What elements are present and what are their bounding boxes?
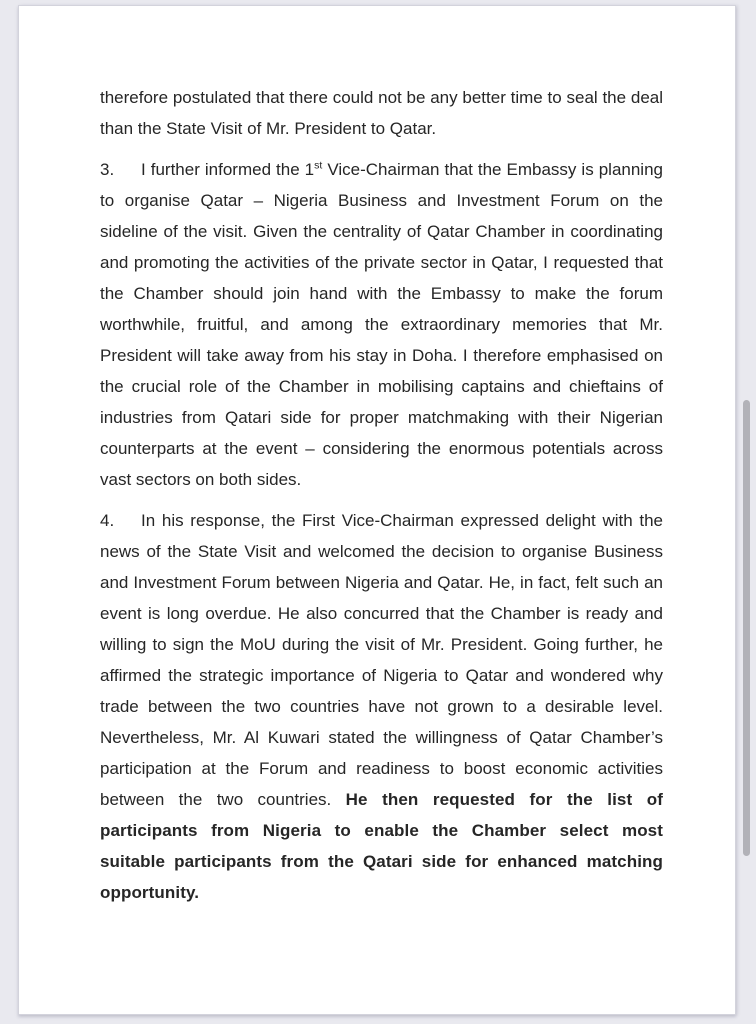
paragraph-text: In his response, the First Vice-Chairman expressed delight with the news of the State Visit and welcomed the decision to organise Business and Investment Forum between Nigeria and Qatar. He, in fact, felt such an event is long overdue. He also concurred that the Chamber is ready and willing to sign the MoU during the visit of Mr. President. Going further, he affirmed the strategic importance of Nigeria to Qatar and wondered why trade between the two countries have not grown to a desirable level. Nevertheless, Mr. Al Kuwari stated the willingness of Qatar Chamber’s participation at the Forum and readiness to boost economic activities between the two countries. <box>100 511 663 809</box>
paragraph-text: therefore postulated that there could not be any better time to seal the deal than the State Visit of Mr. President to Qatar. <box>100 88 663 138</box>
document-body <box>100 82 663 918</box>
paragraph-continuation <box>100 82 663 144</box>
paragraph-text-bold: He then requested for the list of participants from Nigeria to enable the Chamber select most suitable participants from the Qatari side for enhanced matching opportunity. <box>100 790 663 902</box>
paragraph-3 <box>100 154 663 495</box>
paragraph-number: 4. <box>100 511 115 530</box>
scrollbar-thumb[interactable] <box>743 400 750 856</box>
document-page <box>18 5 736 1015</box>
ordinal-superscript: st <box>314 159 323 172</box>
paragraph-4 <box>100 505 663 908</box>
paragraph-text: Vice-Chairman that the Embassy is planning to organise Qatar – Nigeria Business and Investment Forum on the sideline of the visit. Given the centrality of Qatar Chamber in coordinating and promoting the activities of the private sector in Qatar, I requested that the Chamber should join hand with the Embassy to make the forum worthwhile, fruitful, and among the extraordinary memories that Mr. President will take away from his stay in Doha. I therefore emphasised on the crucial role of the Chamber in mobilising captains and chieftains of industries from Qatari side for proper matchmaking with their Nigerian counterparts at the event – considering the enormous potentials across vast sectors on both sides. <box>100 160 663 489</box>
paragraph-number: 3. <box>100 160 115 179</box>
paragraph-text: I further informed the 1 <box>141 160 315 179</box>
